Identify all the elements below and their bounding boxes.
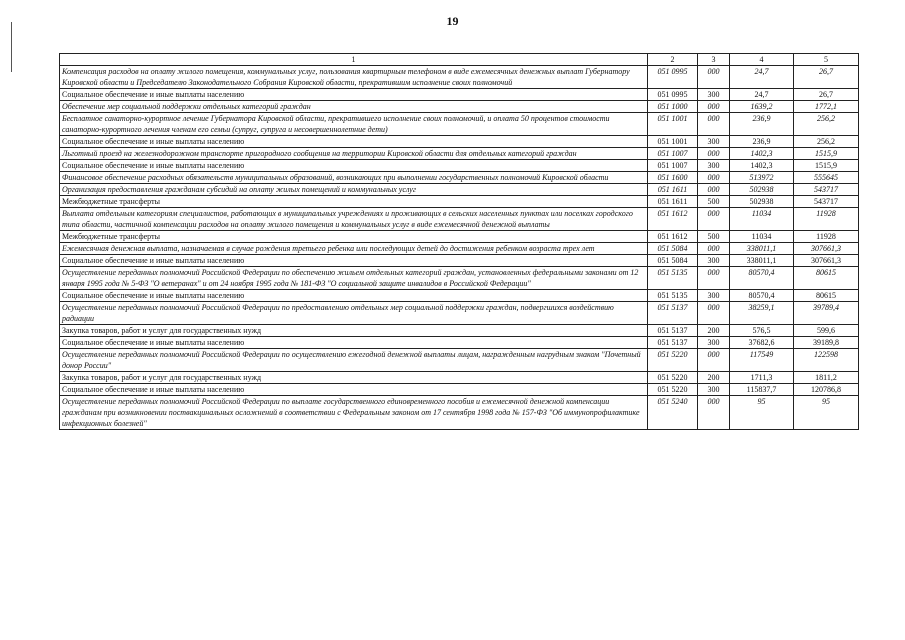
row-expense-type-cell: 300 — [698, 255, 730, 267]
row-amount-year2-cell: 80615 — [794, 290, 859, 302]
row-name-cell: Бесплатное санаторно-курортное лечение Губернатора Кировской области, прекратившего исполнение своих полномочий, и оплата 50 процентов стоимости санаторно-курортного лечения членам его семьи (супруг, супруга и несовершеннолетние дети) — [60, 113, 648, 136]
row-amount-year2-cell: 555645 — [794, 172, 859, 184]
column-header-2: 2 — [648, 54, 698, 66]
row-code-cell: 051 5135 — [648, 290, 698, 302]
row-name-cell: Компенсация расходов на оплату жилого помещения, коммунальных услуг, пользования квартирным телефоном в виде ежемесячных денежных выплат Губернатору Кировской области и Председателю Законодательного Собрания Кировской области, прекратившим исполнение своих полномочий — [60, 66, 648, 89]
row-amount-year2-cell: 39789,4 — [794, 302, 859, 325]
row-amount-year2-cell: 11928 — [794, 208, 859, 231]
table-row — [60, 172, 859, 184]
row-code-cell: 051 5137 — [648, 337, 698, 349]
row-expense-type-cell: 000 — [698, 66, 730, 89]
row-expense-type-cell: 500 — [698, 196, 730, 208]
row-amount-year2-cell: 95 — [794, 396, 859, 430]
row-amount-year2-cell: 1772,1 — [794, 101, 859, 113]
row-code-cell: 051 1007 — [648, 148, 698, 160]
table-row — [60, 184, 859, 196]
row-amount-year2-cell: 80615 — [794, 267, 859, 290]
row-code-cell: 051 1612 — [648, 208, 698, 231]
row-code-cell: 051 5084 — [648, 243, 698, 255]
table-row — [60, 267, 859, 290]
row-amount-year1-cell: 11034 — [730, 231, 794, 243]
row-code-cell: 051 1000 — [648, 101, 698, 113]
row-expense-type-cell: 300 — [698, 89, 730, 101]
row-code-cell: 051 1600 — [648, 172, 698, 184]
table-row — [60, 290, 859, 302]
row-name-cell: Межбюджетные трансферты — [60, 196, 648, 208]
row-expense-type-cell: 300 — [698, 384, 730, 396]
row-expense-type-cell: 000 — [698, 349, 730, 372]
row-expense-type-cell: 200 — [698, 372, 730, 384]
row-amount-year1-cell: 1402,3 — [730, 148, 794, 160]
row-expense-type-cell: 000 — [698, 396, 730, 430]
row-code-cell: 051 1611 — [648, 196, 698, 208]
row-code-cell: 051 5240 — [648, 396, 698, 430]
table-row — [60, 396, 859, 430]
row-expense-type-cell: 300 — [698, 136, 730, 148]
row-expense-type-cell: 000 — [698, 101, 730, 113]
row-name-cell: Социальное обеспечение и иные выплаты населению — [60, 160, 648, 172]
table-row — [60, 136, 859, 148]
row-code-cell: 051 5135 — [648, 267, 698, 290]
row-amount-year1-cell: 236,9 — [730, 113, 794, 136]
row-amount-year1-cell: 1402,3 — [730, 160, 794, 172]
table-row — [60, 302, 859, 325]
row-name-cell: Социальное обеспечение и иные выплаты населению — [60, 136, 648, 148]
row-amount-year1-cell: 338011,1 — [730, 243, 794, 255]
row-amount-year2-cell: 26,7 — [794, 66, 859, 89]
table-row — [60, 89, 859, 101]
row-amount-year1-cell: 38259,1 — [730, 302, 794, 325]
row-amount-year2-cell: 1515,9 — [794, 148, 859, 160]
row-name-cell: Межбюджетные трансферты — [60, 231, 648, 243]
row-amount-year2-cell: 122598 — [794, 349, 859, 372]
row-expense-type-cell: 000 — [698, 113, 730, 136]
budget-table — [59, 53, 859, 430]
table-row — [60, 101, 859, 113]
row-code-cell: 051 1001 — [648, 136, 698, 148]
row-amount-year2-cell: 1515,9 — [794, 160, 859, 172]
table-row — [60, 337, 859, 349]
row-code-cell: 051 5220 — [648, 349, 698, 372]
row-name-cell: Ежемесячная денежная выплата, назначаемая в случае рождения третьего ребенка или последующих детей до достижения ребенком возраста трех лет — [60, 243, 648, 255]
table-row — [60, 231, 859, 243]
table-row — [60, 66, 859, 89]
row-expense-type-cell: 500 — [698, 231, 730, 243]
row-expense-type-cell: 000 — [698, 267, 730, 290]
row-amount-year2-cell: 543717 — [794, 196, 859, 208]
row-name-cell: Социальное обеспечение и иные выплаты населению — [60, 337, 648, 349]
row-expense-type-cell: 000 — [698, 172, 730, 184]
row-expense-type-cell: 200 — [698, 325, 730, 337]
row-amount-year1-cell: 502938 — [730, 196, 794, 208]
row-amount-year1-cell: 24,7 — [730, 66, 794, 89]
row-amount-year1-cell: 95 — [730, 396, 794, 430]
table-row — [60, 325, 859, 337]
row-name-cell: Закупка товаров, работ и услуг для государственных нужд — [60, 325, 648, 337]
row-name-cell: Закупка товаров, работ и услуг для государственных нужд — [60, 372, 648, 384]
row-amount-year1-cell: 513972 — [730, 172, 794, 184]
row-expense-type-cell: 000 — [698, 302, 730, 325]
row-code-cell: 051 1001 — [648, 113, 698, 136]
row-amount-year2-cell: 543717 — [794, 184, 859, 196]
row-code-cell: 051 5137 — [648, 325, 698, 337]
row-code-cell: 051 5137 — [648, 302, 698, 325]
column-header-1: 1 — [60, 54, 648, 66]
table-row — [60, 208, 859, 231]
row-amount-year1-cell: 236,9 — [730, 136, 794, 148]
row-expense-type-cell: 000 — [698, 243, 730, 255]
row-name-cell: Льготный проезд на железнодорожном транспорте пригородного сообщения на территории Кировской области для отдельных категорий граждан — [60, 148, 648, 160]
row-amount-year1-cell: 117549 — [730, 349, 794, 372]
row-code-cell: 051 0995 — [648, 89, 698, 101]
row-amount-year1-cell: 115837,7 — [730, 384, 794, 396]
row-code-cell: 051 1612 — [648, 231, 698, 243]
table-row — [60, 243, 859, 255]
column-header-3: 3 — [698, 54, 730, 66]
row-expense-type-cell: 000 — [698, 148, 730, 160]
row-code-cell: 051 0995 — [648, 66, 698, 89]
row-amount-year2-cell: 26,7 — [794, 89, 859, 101]
row-amount-year2-cell: 39189,8 — [794, 337, 859, 349]
table-row — [60, 113, 859, 136]
table-row — [60, 372, 859, 384]
row-amount-year1-cell: 11034 — [730, 208, 794, 231]
table-row — [60, 148, 859, 160]
column-header-4: 4 — [730, 54, 794, 66]
row-name-cell: Осуществление переданных полномочий Российской Федерации по осуществлению ежегодной денежной выплаты лицам, награжденным нагрудным знаком "Почетный донор России" — [60, 349, 648, 372]
row-code-cell: 051 5220 — [648, 372, 698, 384]
row-amount-year2-cell: 11928 — [794, 231, 859, 243]
column-header-5: 5 — [794, 54, 859, 66]
row-expense-type-cell: 300 — [698, 160, 730, 172]
row-amount-year2-cell: 120786,8 — [794, 384, 859, 396]
row-name-cell: Осуществление переданных полномочий Российской Федерации по выплате государственного единовременного пособия и ежемесячной денежной компенсации гражданам при возникновении поствакцинальных осложнений в соответствии с Федеральным законом от 17 сентября 1998 года № 157-ФЗ "Об иммунопрофилактике инфекционных болезней" — [60, 396, 648, 430]
row-name-cell: Выплата отдельным категориям специалистов, работающих в муниципальных учреждениях и проживающих в сельских населенных пунктах или поселках городского типа области, частичной компенсации расходов на оплату жилого помещения и коммунальных услуг в виде ежемесячной денежной выплаты — [60, 208, 648, 231]
table-header-row — [60, 54, 859, 66]
row-amount-year1-cell: 80570,4 — [730, 290, 794, 302]
row-code-cell: 051 5220 — [648, 384, 698, 396]
row-amount-year1-cell: 502938 — [730, 184, 794, 196]
row-name-cell: Финансовое обеспечение расходных обязательств муниципальных образований, возникающих при выполнении государственных полномочий Кировской области — [60, 172, 648, 184]
page-number: 19 — [446, 14, 459, 28]
row-amount-year1-cell: 80570,4 — [730, 267, 794, 290]
row-expense-type-cell: 300 — [698, 337, 730, 349]
row-amount-year2-cell: 307661,3 — [794, 255, 859, 267]
row-amount-year1-cell: 338011,1 — [730, 255, 794, 267]
row-name-cell: Социальное обеспечение и иные выплаты населению — [60, 255, 648, 267]
row-expense-type-cell: 000 — [698, 208, 730, 231]
row-name-cell: Социальное обеспечение и иные выплаты населению — [60, 89, 648, 101]
row-name-cell: Социальное обеспечение и иные выплаты населению — [60, 290, 648, 302]
row-amount-year2-cell: 307661,3 — [794, 243, 859, 255]
margin-line — [11, 22, 12, 72]
row-expense-type-cell: 300 — [698, 290, 730, 302]
row-name-cell: Осуществление переданных полномочий Российской Федерации по предоставлению отдельных мер социальной поддержки граждан, подвергшихся воздействию радиации — [60, 302, 648, 325]
row-code-cell: 051 1611 — [648, 184, 698, 196]
table-row — [60, 196, 859, 208]
row-name-cell: Организация предоставления гражданам субсидий на оплату жилых помещений и коммунальных услуг — [60, 184, 648, 196]
row-amount-year1-cell: 37682,6 — [730, 337, 794, 349]
row-amount-year1-cell: 1711,3 — [730, 372, 794, 384]
row-amount-year1-cell: 576,5 — [730, 325, 794, 337]
row-code-cell: 051 5084 — [648, 255, 698, 267]
row-name-cell: Социальное обеспечение и иные выплаты населению — [60, 384, 648, 396]
row-expense-type-cell: 000 — [698, 184, 730, 196]
row-amount-year2-cell: 256,2 — [794, 113, 859, 136]
row-code-cell: 051 1007 — [648, 160, 698, 172]
row-amount-year1-cell: 1639,2 — [730, 101, 794, 113]
table-row — [60, 255, 859, 267]
row-name-cell: Осуществление переданных полномочий Российской Федерации по обеспечению жильем отдельных категорий граждан, установленных федеральными законами от 12 января 1995 года № 5-ФЗ "О ветеранах" и от 24 ноября 1995 года № 181-ФЗ "О социальной защите инвалидов в Российской Федерации" — [60, 267, 648, 290]
table-row — [60, 160, 859, 172]
row-amount-year2-cell: 256,2 — [794, 136, 859, 148]
row-name-cell: Обеспечение мер социальной поддержки отдельных категорий граждан — [60, 101, 648, 113]
row-amount-year1-cell: 24,7 — [730, 89, 794, 101]
row-amount-year2-cell: 599,6 — [794, 325, 859, 337]
row-amount-year2-cell: 1811,2 — [794, 372, 859, 384]
table-row — [60, 349, 859, 372]
table-row — [60, 384, 859, 396]
